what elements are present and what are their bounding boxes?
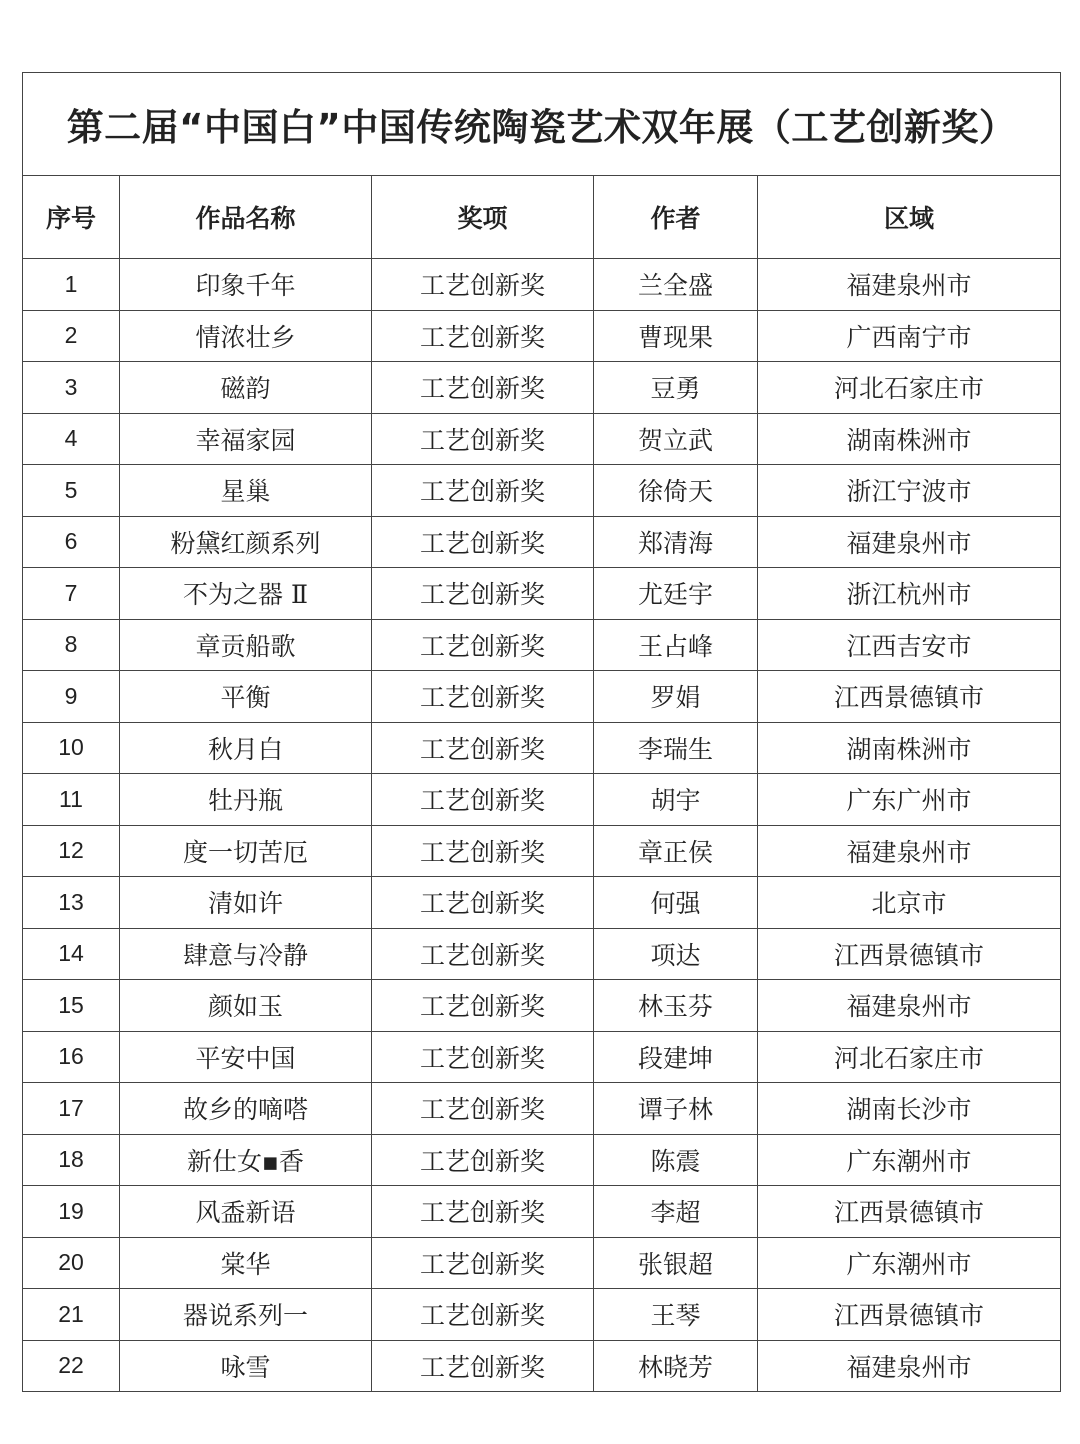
cell-work: 平衡 [120,671,372,723]
table-row [23,362,1061,414]
cell-no: 15 [23,980,120,1032]
cell-author: 豆勇 [594,362,758,414]
cell-author: 林玉芬 [594,980,758,1032]
cell-no: 3 [23,362,120,414]
cell-region: 北京市 [758,877,1061,929]
cell-region: 河北石家庄市 [758,362,1061,414]
cell-region: 湖南长沙市 [758,1083,1061,1135]
cell-award: 工艺创新奖 [372,259,594,311]
cell-work: 印象千年 [120,259,372,311]
cell-region: 广东潮州市 [758,1134,1061,1186]
cell-author: 项达 [594,928,758,980]
cell-author: 郑清海 [594,516,758,568]
cell-no: 6 [23,516,120,568]
table-row [23,877,1061,929]
cell-region: 河北石家庄市 [758,1031,1061,1083]
cell-work: 幸福家园 [120,413,372,465]
table-row [23,1186,1061,1238]
cell-author: 曹现果 [594,310,758,362]
cell-award: 工艺创新奖 [372,1340,594,1392]
cell-no: 1 [23,259,120,311]
cell-region: 广东潮州市 [758,1237,1061,1289]
cell-no: 20 [23,1237,120,1289]
cell-region: 湖南株洲市 [758,413,1061,465]
cell-award: 工艺创新奖 [372,1083,594,1135]
cell-region: 广西南宁市 [758,310,1061,362]
cell-award: 工艺创新奖 [372,516,594,568]
cell-work: 不为之器 Ⅱ [120,568,372,620]
cell-work: 棠华 [120,1237,372,1289]
cell-award: 工艺创新奖 [372,1186,594,1238]
cell-author: 谭子林 [594,1083,758,1135]
cell-award: 工艺创新奖 [372,1289,594,1341]
table-row [23,722,1061,774]
cell-work: 风盉新语 [120,1186,372,1238]
cell-work: 星巢 [120,465,372,517]
cell-no: 16 [23,1031,120,1083]
cell-work: 清如许 [120,877,372,929]
table-row [23,1134,1061,1186]
cell-no: 4 [23,413,120,465]
award-table-body [23,73,1061,1392]
table-row [23,259,1061,311]
page-title: 第二届“中国白”中国传统陶瓷艺术双年展（工艺创新奖） [23,73,1061,176]
cell-author: 林晓芳 [594,1340,758,1392]
table-row [23,928,1061,980]
cell-author: 李瑞生 [594,722,758,774]
cell-author: 张银超 [594,1237,758,1289]
table-row [23,516,1061,568]
cell-award: 工艺创新奖 [372,568,594,620]
cell-author: 胡宇 [594,774,758,826]
cell-author: 罗娟 [594,671,758,723]
table-row [23,1289,1061,1341]
table-row [23,619,1061,671]
cell-award: 工艺创新奖 [372,774,594,826]
cell-no: 5 [23,465,120,517]
cell-work: 颜如玉 [120,980,372,1032]
cell-region: 江西景德镇市 [758,1289,1061,1341]
column-header-award: 奖项 [372,176,594,259]
cell-work: 新仕女▪香 [120,1134,372,1186]
cell-no: 14 [23,928,120,980]
column-header-author: 作者 [594,176,758,259]
cell-author: 贺立武 [594,413,758,465]
table-row [23,1237,1061,1289]
cell-no: 18 [23,1134,120,1186]
table-row [23,825,1061,877]
column-header-no: 序号 [23,176,120,259]
cell-no: 2 [23,310,120,362]
award-table [22,72,1061,1392]
table-row [23,413,1061,465]
cell-work: 肆意与冷静 [120,928,372,980]
cell-no: 9 [23,671,120,723]
cell-work: 故乡的嘀嗒 [120,1083,372,1135]
cell-award: 工艺创新奖 [372,1237,594,1289]
cell-author: 何强 [594,877,758,929]
cell-award: 工艺创新奖 [372,465,594,517]
column-header-region: 区域 [758,176,1061,259]
cell-award: 工艺创新奖 [372,722,594,774]
title-row [23,73,1061,176]
table-row [23,568,1061,620]
cell-region: 江西景德镇市 [758,1186,1061,1238]
cell-work: 平安中国 [120,1031,372,1083]
cell-award: 工艺创新奖 [372,877,594,929]
cell-region: 浙江杭州市 [758,568,1061,620]
cell-author: 王占峰 [594,619,758,671]
cell-author: 兰全盛 [594,259,758,311]
cell-award: 工艺创新奖 [372,671,594,723]
cell-region: 江西吉安市 [758,619,1061,671]
cell-no: 7 [23,568,120,620]
cell-award: 工艺创新奖 [372,980,594,1032]
cell-author: 段建坤 [594,1031,758,1083]
cell-no: 22 [23,1340,120,1392]
cell-no: 12 [23,825,120,877]
cell-work: 秋月白 [120,722,372,774]
table-row [23,310,1061,362]
table-row [23,1031,1061,1083]
cell-award: 工艺创新奖 [372,310,594,362]
cell-no: 19 [23,1186,120,1238]
table-row [23,1083,1061,1135]
cell-author: 章正侯 [594,825,758,877]
column-header-work: 作品名称 [120,176,372,259]
cell-region: 浙江宁波市 [758,465,1061,517]
cell-work: 度一切苦厄 [120,825,372,877]
cell-author: 王琴 [594,1289,758,1341]
cell-work: 章贡船歌 [120,619,372,671]
cell-no: 11 [23,774,120,826]
table-row [23,1340,1061,1392]
cell-region: 福建泉州市 [758,980,1061,1032]
cell-no: 13 [23,877,120,929]
cell-award: 工艺创新奖 [372,1134,594,1186]
cell-work: 磁韵 [120,362,372,414]
table-row [23,671,1061,723]
table-row [23,774,1061,826]
cell-no: 8 [23,619,120,671]
cell-author: 尤廷宇 [594,568,758,620]
table-row [23,465,1061,517]
cell-region: 福建泉州市 [758,825,1061,877]
cell-award: 工艺创新奖 [372,928,594,980]
cell-no: 21 [23,1289,120,1341]
cell-region: 福建泉州市 [758,259,1061,311]
cell-work: 情浓壮乡 [120,310,372,362]
cell-award: 工艺创新奖 [372,825,594,877]
cell-work: 咏雪 [120,1340,372,1392]
cell-region: 湖南株洲市 [758,722,1061,774]
cell-work: 牡丹瓶 [120,774,372,826]
header-row [23,176,1061,259]
cell-region: 福建泉州市 [758,1340,1061,1392]
cell-region: 江西景德镇市 [758,671,1061,723]
cell-no: 17 [23,1083,120,1135]
cell-region: 广东广州市 [758,774,1061,826]
cell-no: 10 [23,722,120,774]
cell-author: 徐倚天 [594,465,758,517]
cell-author: 陈震 [594,1134,758,1186]
table-row [23,980,1061,1032]
cell-region: 江西景德镇市 [758,928,1061,980]
cell-award: 工艺创新奖 [372,413,594,465]
cell-award: 工艺创新奖 [372,1031,594,1083]
cell-region: 福建泉州市 [758,516,1061,568]
cell-award: 工艺创新奖 [372,362,594,414]
cell-work: 粉黛红颜系列 [120,516,372,568]
cell-award: 工艺创新奖 [372,619,594,671]
cell-work: 器说系列一 [120,1289,372,1341]
cell-author: 李超 [594,1186,758,1238]
